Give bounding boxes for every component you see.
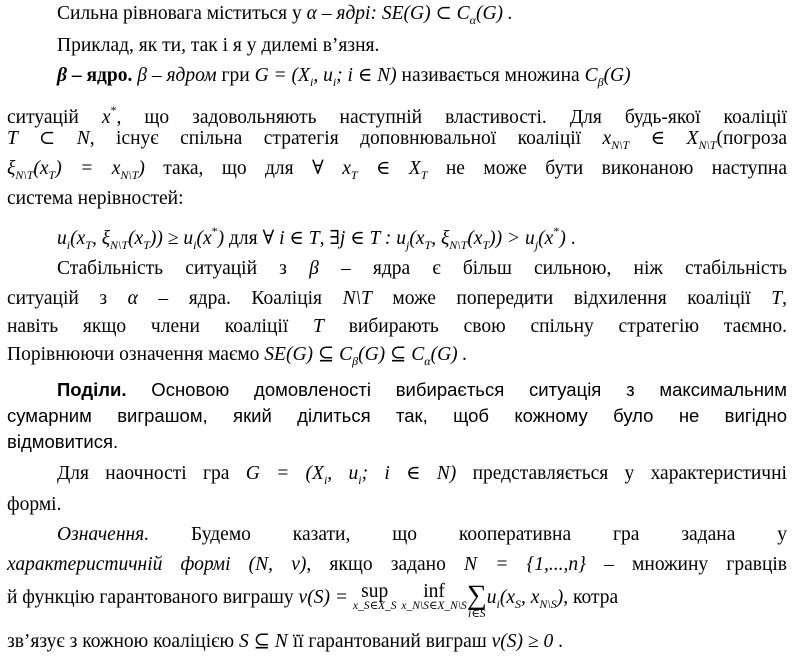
line-coalition: T ⊂ N, існує спільна стратегія доповнювальної коаліції $x_{N\backslash T}$ ∈ $X_{N\backslash T}(погроза$ — [7, 128, 788, 152]
line-characteristic-form: Для наочності гра $G = (X_i$, $u_i$; i ∈ N) представляється у характеристичні — [57, 463, 787, 487]
guaranteed-payoff-formula: й функцію гарантованого виграшу v(S) = sup x_S∈X_S inf x_N\S∈X_N\S ∑ i∈S $u_i(x_S$, $x_{N\backslash S}$), котра — [7, 580, 619, 620]
sum-operator: ∑ i∈S — [466, 580, 487, 620]
line-form: формі. — [7, 494, 62, 515]
line-example: Приклад, як ти, так і я у дилемі в’язня. — [57, 35, 380, 56]
line-refuse: відмовитися. — [7, 431, 119, 452]
line-strong-equilibrium: Сильна рівновага міститься у α – ядрі: SE(G) ⊂ $C_\alpha(G)$ . — [57, 3, 513, 27]
inf-operator: inf x_N\S∈X_N\S — [401, 581, 467, 612]
line-guaranteed-payoff: зв’язує з кожною коаліцією S ⊆ N її гарантований виграш v(S) ≥ 0 . — [7, 631, 564, 652]
line-total-payoff: сумарним виграшом, який ділиться так, щоб кожному було не вигідно — [7, 405, 787, 426]
line-situations: ситуацій x*, що задовольняють наступній властивості. Для будь-якої коаліції — [7, 103, 787, 128]
beta-core-heading: – ядро. — [67, 65, 133, 86]
inequality-formula: $u_i(x_T$, $\xi_{N\backslash T}(x_T)) \ge u_i(x^*)$ для ∀ i ∈ T, ∃j ∈ T : $u_j(x_T$, $\xi_{N\backslash T}(x_T)) > u_j(x^*)$ . — [57, 224, 576, 252]
line-comparison: Порівнюючи означення маємо SE(G) ⊆ $C_\beta(G)$ ⊆ $C_\alpha(G)$ . — [7, 344, 468, 368]
line-secret-strategy: навіть якщо члени коаліції T вибирають свою спільну стратегію таємно. — [7, 316, 788, 337]
line-stability: Стабільність ситуацій з β – ядра є більш сильною, ніж стабільність — [57, 258, 787, 279]
line-alpha-core: ситуацій з α – ядра. Коаліція N\T може попередити відхилення коаліції T, — [7, 288, 788, 309]
line-threat: $\xi_{N\backslash T}(x_T) = x_{N\backslash T}$) така, що для ∀ $x_T$ ∈ $X_T$ не може бути виконаною наступна — [7, 158, 787, 182]
line-players-set: характеристичній формі (N, v), якщо задано N = {1,...,n} – множину гравців — [7, 554, 787, 575]
line-inequalities-intro: система нерівностей: — [7, 188, 184, 209]
definition-term: Означення. — [57, 524, 150, 545]
sup-operator: sup x_S∈X_S — [352, 581, 397, 612]
line-divisions-heading: Поділи. Основою домовленості вибирається ситуація з максимальним — [57, 379, 787, 400]
line-definition: Означення. Будемо казати, що кооперативна гра задана у — [57, 524, 787, 545]
line-beta-core-heading: β – ядро. β – ядром гри $G = (X_i$, $u_i$; i ∈ N) називається множина $C_\beta(G)$ — [57, 65, 631, 89]
divisions-heading: Поділи. — [57, 379, 127, 400]
